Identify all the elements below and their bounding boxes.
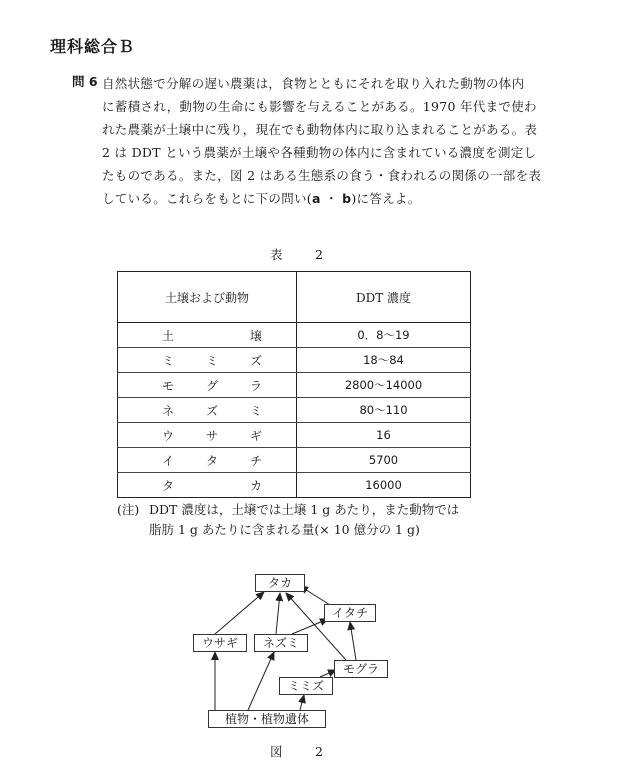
- question-line: 2 は DDT という農薬が土壌や各種動物の体内に含まれている濃度を測定し: [102, 145, 537, 160]
- note-line: DDT 濃度は，土壌では土壌 1 g あたり，また動物では: [149, 502, 460, 517]
- node-usagi: ウサギ: [193, 634, 247, 652]
- node-mogura: モグラ: [334, 660, 388, 678]
- subquestion-b-label: b: [342, 191, 352, 206]
- row-value: 2800〜14000: [297, 373, 471, 398]
- node-nezumi: ネズミ: [254, 634, 308, 652]
- column-header-ddt: DDT 濃度: [297, 272, 471, 323]
- row-name: ネズミ: [162, 403, 262, 418]
- note-line: 脂肪 1 g あたりに含まれる量(× 10 億分の 1 g): [149, 522, 420, 537]
- row-value: 5700: [297, 448, 471, 473]
- question-line-last: している。これらをもとに下の問い(a ・ b)に答えよ。: [102, 191, 421, 206]
- row-name: イタチ: [162, 453, 262, 468]
- row-name: モグラ: [162, 378, 262, 393]
- arrow-nezumi-to-itachi: [292, 619, 328, 634]
- row-name: ウサギ: [162, 428, 262, 443]
- arrow-plants-to-nezumi: [248, 652, 274, 710]
- arrow-usagi-to-taka: [215, 592, 264, 634]
- row-value: 18〜84: [297, 348, 471, 373]
- row-name: タカ: [162, 478, 262, 493]
- arrow-mogura-to-itachi: [350, 622, 356, 660]
- row-value: 16: [297, 423, 471, 448]
- row-name: ミミズ: [162, 353, 262, 368]
- arrow-nezumi-to-taka: [276, 593, 280, 634]
- row-value: 0．8〜19: [297, 323, 471, 348]
- column-header-organism: 土壌および動物: [118, 272, 297, 323]
- table-caption: 表 2: [270, 247, 333, 262]
- question-line: 自然状態で分解の遅い農薬は，食物とともにそれを取り入れた動物の体内: [102, 76, 525, 91]
- note-tag: (注): [117, 502, 140, 517]
- page-title: 理科総合Ｂ: [50, 37, 136, 56]
- question-line: に蓄積され，動物の生命にも影響を与えることがある。1970 年代まで使わ: [102, 99, 537, 114]
- row-name: 土壌: [162, 328, 262, 343]
- node-taka: タカ: [255, 574, 305, 592]
- question-line: たものである。また，図 2 はある生態系の食う・食われるの関係の一部を表: [102, 168, 542, 183]
- row-value: 16000: [365, 478, 402, 492]
- arrow-plants-to-mimizu: [300, 695, 304, 710]
- node-plants: 植物・植物遺体: [208, 710, 326, 728]
- figure-caption: 図 2: [270, 744, 333, 759]
- question-line: れた農薬が土壌中に残り，現在でも動物体内に取り込まれることがある。表: [102, 122, 538, 137]
- row-value: 80〜110: [297, 398, 471, 423]
- subquestion-a-label: a: [311, 191, 321, 206]
- node-mimizu: ミミズ: [279, 677, 333, 695]
- node-itachi: イタチ: [324, 604, 376, 622]
- question-number: 問 6: [72, 74, 98, 89]
